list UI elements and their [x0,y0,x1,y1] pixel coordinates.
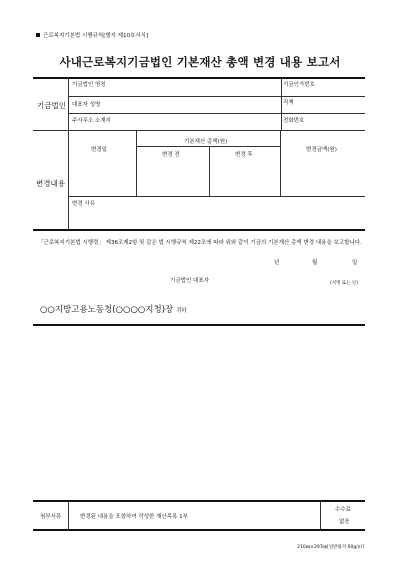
paper-size-note: 210㎜×297㎜[일반용지 60g/㎡] [297,545,364,550]
total-assets-subline [136,146,280,147]
fund-row-line-1 [68,96,365,97]
change-col-divider-2 [209,146,210,196]
fund-position-label: 직책 [283,100,294,106]
fund-rep-label: 대표자 성명 [72,102,101,108]
attachment-content: 변경된 내용을 포함하여 작성한 재산목록 1부 [80,514,188,520]
fund-address-label: 주사무소 소재지 [72,118,111,124]
attachment-divider-2 [320,502,321,529]
total-assets-label: 기본재산 총액(원) [184,139,228,145]
after-change-label: 변경 후 [235,152,253,158]
square-bullet-icon [36,33,40,37]
fee-label: 수수료 [335,507,351,513]
fund-phone-label: 전화번호 [283,118,305,124]
change-section-label: 변경내용 [36,179,65,188]
date-day: 일 [352,260,358,266]
fund-auth-no-label: 기금인가번호 [283,82,315,88]
top-rule [33,77,365,79]
change-reason-label: 변경 사유 [72,201,96,207]
sign-note: (서명 또는 인) [330,281,359,286]
date-month: 월 [312,260,318,266]
page-title: 사내근로복지기금법인 기본재산 총액 변경 내용 보고서 [59,55,341,69]
change-date-label: 변경일 [91,147,107,153]
attachment-divider-1 [68,502,69,529]
addressee: ○○지방고용노동청(○○○○지청)장 귀하 [40,305,187,315]
attachment-bottom-rule [33,529,365,531]
signer-label: 기금법인 대표자 [170,278,209,284]
form-note: 근로복지기본법 시행규칙[별지 제10호서식] [36,31,148,39]
declaration-text: 「근로복지기본법 시행령」 제36조제2항 및 같은 법 시행규칙 제22조에 따라 위와 같이 기금의 기본재산 총액 변경 내용을 보고합니다. [38,240,362,246]
fund-section-label: 기금법인 [37,101,66,110]
change-label-divider [68,130,69,230]
change-col-divider-3 [280,130,281,196]
change-col-divider-1 [136,130,137,196]
fee-value: 없음 [339,519,350,525]
fund-right-divider [281,79,282,130]
fund-row-line-2 [68,113,365,114]
addressee-rule [33,324,365,326]
before-change-label: 변경 전 [162,152,180,158]
date-year: 년 [274,260,280,266]
attachment-label: 첨부서류 [40,514,62,520]
change-row-line [68,196,365,197]
attachment-top-rule [33,500,365,502]
fund-label-divider [68,79,69,130]
fund-bottom-line [33,130,365,131]
table-bottom-rule [33,229,365,231]
fund-name-label: 기금법인 명칭 [72,82,106,88]
change-amount-label: 변경금액(원) [306,147,337,153]
